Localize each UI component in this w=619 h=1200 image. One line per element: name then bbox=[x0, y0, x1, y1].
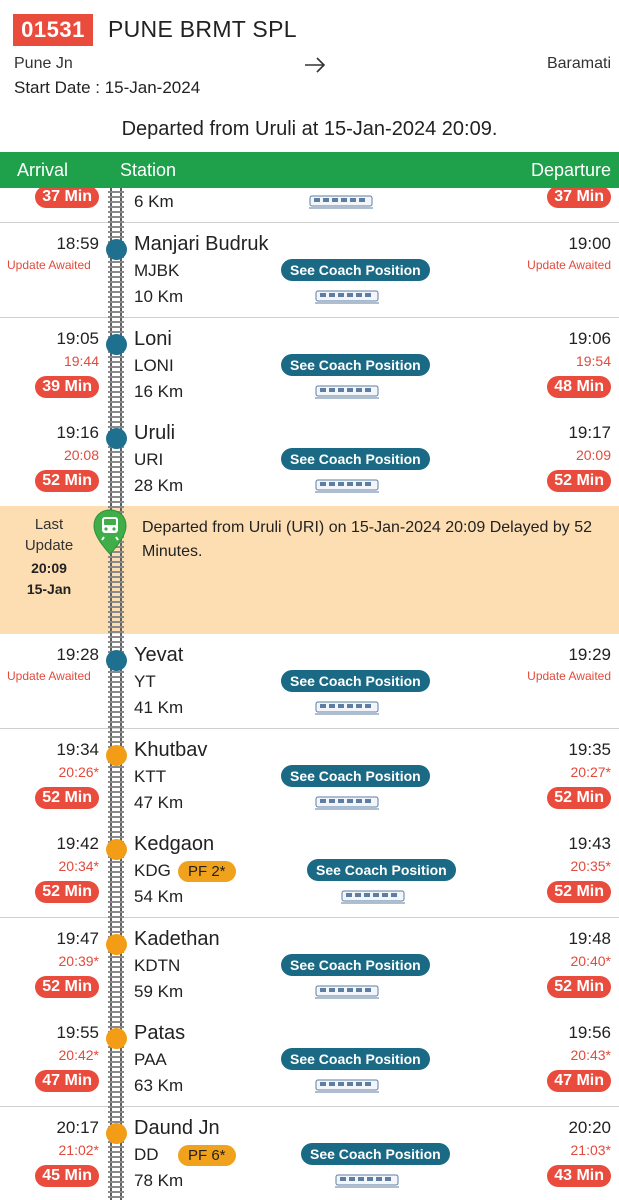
scheduled-arrival: 18:59 bbox=[56, 234, 99, 253]
arrow-right-icon bbox=[302, 52, 328, 78]
station-row[interactable] bbox=[0, 318, 619, 413]
arrival-delay-badge: 52 Min bbox=[35, 976, 99, 998]
coach-train-icon[interactable] bbox=[309, 194, 373, 210]
departure-delay-badge: 52 Min bbox=[547, 470, 611, 492]
station-distance: 16 Km bbox=[134, 382, 184, 401]
scheduled-arrival: 20:17 bbox=[56, 1118, 99, 1137]
actual-arrival: 20:26* bbox=[58, 764, 99, 780]
departure-delay-badge: 52 Min bbox=[547, 881, 611, 903]
station-code: MJBK bbox=[134, 261, 180, 280]
train-header bbox=[0, 0, 619, 152]
station-list[interactable] bbox=[0, 188, 619, 1200]
station-row[interactable] bbox=[0, 634, 619, 729]
departure-delay-badge: 43 Min bbox=[547, 1165, 611, 1187]
station-distance: 59 Km bbox=[134, 982, 184, 1001]
actual-arrival: 21:02* bbox=[58, 1142, 99, 1158]
last-update-date: 15-Jan bbox=[26, 581, 72, 597]
scheduled-departure: 19:56 bbox=[568, 1023, 611, 1042]
station-code: KDG bbox=[134, 861, 171, 880]
station-row[interactable] bbox=[0, 412, 619, 507]
station-name: Kadethan bbox=[134, 928, 220, 950]
station-dot-icon bbox=[106, 839, 127, 860]
scheduled-arrival: 19:28 bbox=[56, 645, 99, 664]
actual-departure: 20:40* bbox=[570, 953, 611, 969]
actual-departure: 20:43* bbox=[570, 1047, 611, 1063]
see-coach-position-button[interactable]: See Coach Position bbox=[301, 1143, 450, 1165]
last-update-time: 20:09 bbox=[31, 560, 67, 576]
scheduled-arrival: 19:42 bbox=[56, 834, 99, 853]
scheduled-departure: 19:17 bbox=[568, 423, 611, 442]
see-coach-position-button[interactable]: See Coach Position bbox=[281, 670, 430, 692]
station-distance: 10 Km bbox=[134, 287, 184, 306]
station-distance: 47 Km bbox=[134, 793, 184, 812]
scheduled-arrival: 19:16 bbox=[56, 423, 99, 442]
station-distance: 78 Km bbox=[134, 1171, 184, 1190]
destination-station: Baramati bbox=[546, 55, 611, 72]
station-column-header: Station bbox=[120, 160, 177, 180]
departure-column-header: Departure bbox=[530, 160, 611, 180]
scheduled-departure: 19:43 bbox=[568, 834, 611, 853]
station-distance: 63 Km bbox=[134, 1076, 184, 1095]
platform-badge: PF 6* bbox=[178, 1145, 236, 1166]
arrival-delay-badge: 52 Min bbox=[35, 787, 99, 809]
coach-train-icon[interactable] bbox=[315, 384, 379, 400]
departure-delay-badge: 52 Min bbox=[547, 787, 611, 809]
station-code: URI bbox=[134, 450, 164, 469]
arrival-delay-badge: 37 Min bbox=[35, 188, 99, 208]
actual-arrival: Update Awaited bbox=[7, 258, 91, 272]
station-distance: 6 Km bbox=[134, 192, 174, 211]
actual-arrival: Update Awaited bbox=[7, 669, 91, 683]
coach-train-icon[interactable] bbox=[315, 478, 379, 494]
station-name: Kedgaon bbox=[134, 833, 215, 855]
actual-departure: 20:27* bbox=[570, 764, 611, 780]
station-dot-icon bbox=[106, 934, 127, 955]
coach-train-icon[interactable] bbox=[315, 984, 379, 1000]
station-dot-icon bbox=[106, 239, 127, 260]
see-coach-position-button[interactable]: See Coach Position bbox=[281, 765, 430, 787]
running-status: Departed from Uruli at 15-Jan-2024 20:09. bbox=[121, 118, 498, 140]
scheduled-arrival: 19:55 bbox=[56, 1023, 99, 1042]
coach-train-icon[interactable] bbox=[315, 795, 379, 811]
scheduled-departure: 19:00 bbox=[568, 234, 611, 253]
station-dot-icon bbox=[106, 334, 127, 355]
arrival-delay-badge: 52 Min bbox=[35, 881, 99, 903]
last-update-label-2: Update bbox=[24, 537, 74, 554]
actual-departure: Update Awaited bbox=[527, 669, 611, 683]
scheduled-departure: 19:48 bbox=[568, 929, 611, 948]
coach-train-icon[interactable] bbox=[341, 889, 405, 905]
departure-delay-badge: 52 Min bbox=[547, 976, 611, 998]
station-row[interactable] bbox=[0, 223, 619, 318]
departure-delay-badge: 37 Min bbox=[547, 188, 611, 208]
train-location-pin-icon bbox=[92, 508, 128, 556]
station-name: Khutbav bbox=[134, 739, 208, 761]
last-update-label: Last bbox=[34, 516, 64, 533]
platform-badge: PF 2* bbox=[178, 861, 236, 882]
actual-departure: 20:35* bbox=[570, 858, 611, 874]
last-update-banner bbox=[0, 506, 619, 634]
scheduled-arrival: 19:34 bbox=[56, 740, 99, 759]
scheduled-departure: 19:06 bbox=[568, 329, 611, 348]
station-row[interactable] bbox=[0, 1012, 619, 1107]
scheduled-arrival: 19:47 bbox=[56, 929, 99, 948]
departure-delay-badge: 48 Min bbox=[547, 376, 611, 398]
see-coach-position-button[interactable]: See Coach Position bbox=[281, 354, 430, 376]
see-coach-position-button[interactable]: See Coach Position bbox=[281, 954, 430, 976]
actual-arrival: 19:44 bbox=[63, 353, 99, 369]
station-distance: 54 Km bbox=[134, 887, 184, 906]
coach-train-icon[interactable] bbox=[315, 289, 379, 305]
station-distance: 41 Km bbox=[134, 698, 184, 717]
station-row-partial[interactable] bbox=[0, 188, 619, 223]
actual-arrival: 20:08 bbox=[63, 447, 99, 463]
arrival-delay-badge: 52 Min bbox=[35, 470, 99, 492]
coach-train-icon[interactable] bbox=[315, 1078, 379, 1094]
train-name: PUNE BRMT SPL bbox=[108, 16, 297, 42]
actual-departure: 20:09 bbox=[575, 447, 611, 463]
arrival-delay-badge: 39 Min bbox=[35, 376, 99, 398]
scheduled-departure: 20:20 bbox=[568, 1118, 611, 1137]
see-coach-position-button[interactable]: See Coach Position bbox=[281, 259, 430, 281]
see-coach-position-button[interactable]: See Coach Position bbox=[281, 1048, 430, 1070]
arrival-delay-badge: 47 Min bbox=[35, 1070, 99, 1092]
station-code: PAA bbox=[134, 1050, 167, 1069]
actual-departure: Update Awaited bbox=[527, 258, 611, 272]
station-code: KDTN bbox=[134, 956, 181, 975]
arrival-delay-badge: 45 Min bbox=[35, 1165, 99, 1187]
station-dot-icon bbox=[106, 1028, 127, 1049]
arrival-column-header: Arrival bbox=[17, 160, 69, 180]
last-update-message: Departed from Uruli (URI) on 15-Jan-2024 20:09 Delayed by 52 Minutes. bbox=[142, 519, 593, 560]
column-header-bar bbox=[0, 152, 619, 188]
train-number-badge: 01531 bbox=[13, 14, 93, 46]
station-name: Manjari Budruk bbox=[134, 233, 269, 255]
station-code: KTT bbox=[134, 767, 167, 786]
station-row[interactable] bbox=[0, 1107, 619, 1200]
station-code: DD bbox=[134, 1145, 159, 1164]
see-coach-position-button[interactable]: See Coach Position bbox=[307, 859, 456, 881]
coach-train-icon[interactable] bbox=[315, 700, 379, 716]
station-row[interactable] bbox=[0, 823, 619, 918]
station-distance: 28 Km bbox=[134, 476, 184, 495]
see-coach-position-button[interactable]: See Coach Position bbox=[281, 448, 430, 470]
coach-train-icon[interactable] bbox=[335, 1173, 399, 1189]
start-date: Start Date : 15-Jan-2024 bbox=[14, 78, 201, 97]
station-name: Daund Jn bbox=[134, 1117, 220, 1139]
station-dot-icon bbox=[106, 650, 127, 671]
scheduled-arrival: 19:05 bbox=[56, 329, 99, 348]
station-dot-icon bbox=[106, 1123, 127, 1144]
scheduled-departure: 19:29 bbox=[568, 645, 611, 664]
station-name: Yevat bbox=[134, 644, 184, 666]
station-name: Uruli bbox=[134, 422, 176, 444]
station-row[interactable] bbox=[0, 918, 619, 1013]
station-dot-icon bbox=[106, 428, 127, 449]
actual-arrival: 20:42* bbox=[58, 1047, 99, 1063]
station-code: LONI bbox=[134, 356, 174, 375]
station-name: Loni bbox=[134, 328, 172, 350]
station-code: YT bbox=[134, 672, 156, 691]
actual-arrival: 20:34* bbox=[58, 858, 99, 874]
actual-departure: 21:03* bbox=[570, 1142, 611, 1158]
station-name: Patas bbox=[134, 1022, 186, 1044]
actual-arrival: 20:39* bbox=[58, 953, 99, 969]
actual-departure: 19:54 bbox=[575, 353, 611, 369]
station-dot-icon bbox=[106, 745, 127, 766]
departure-delay-badge: 47 Min bbox=[547, 1070, 611, 1092]
station-row[interactable] bbox=[0, 729, 619, 824]
scheduled-departure: 19:35 bbox=[568, 740, 611, 759]
origin-station: Pune Jn bbox=[14, 55, 73, 72]
